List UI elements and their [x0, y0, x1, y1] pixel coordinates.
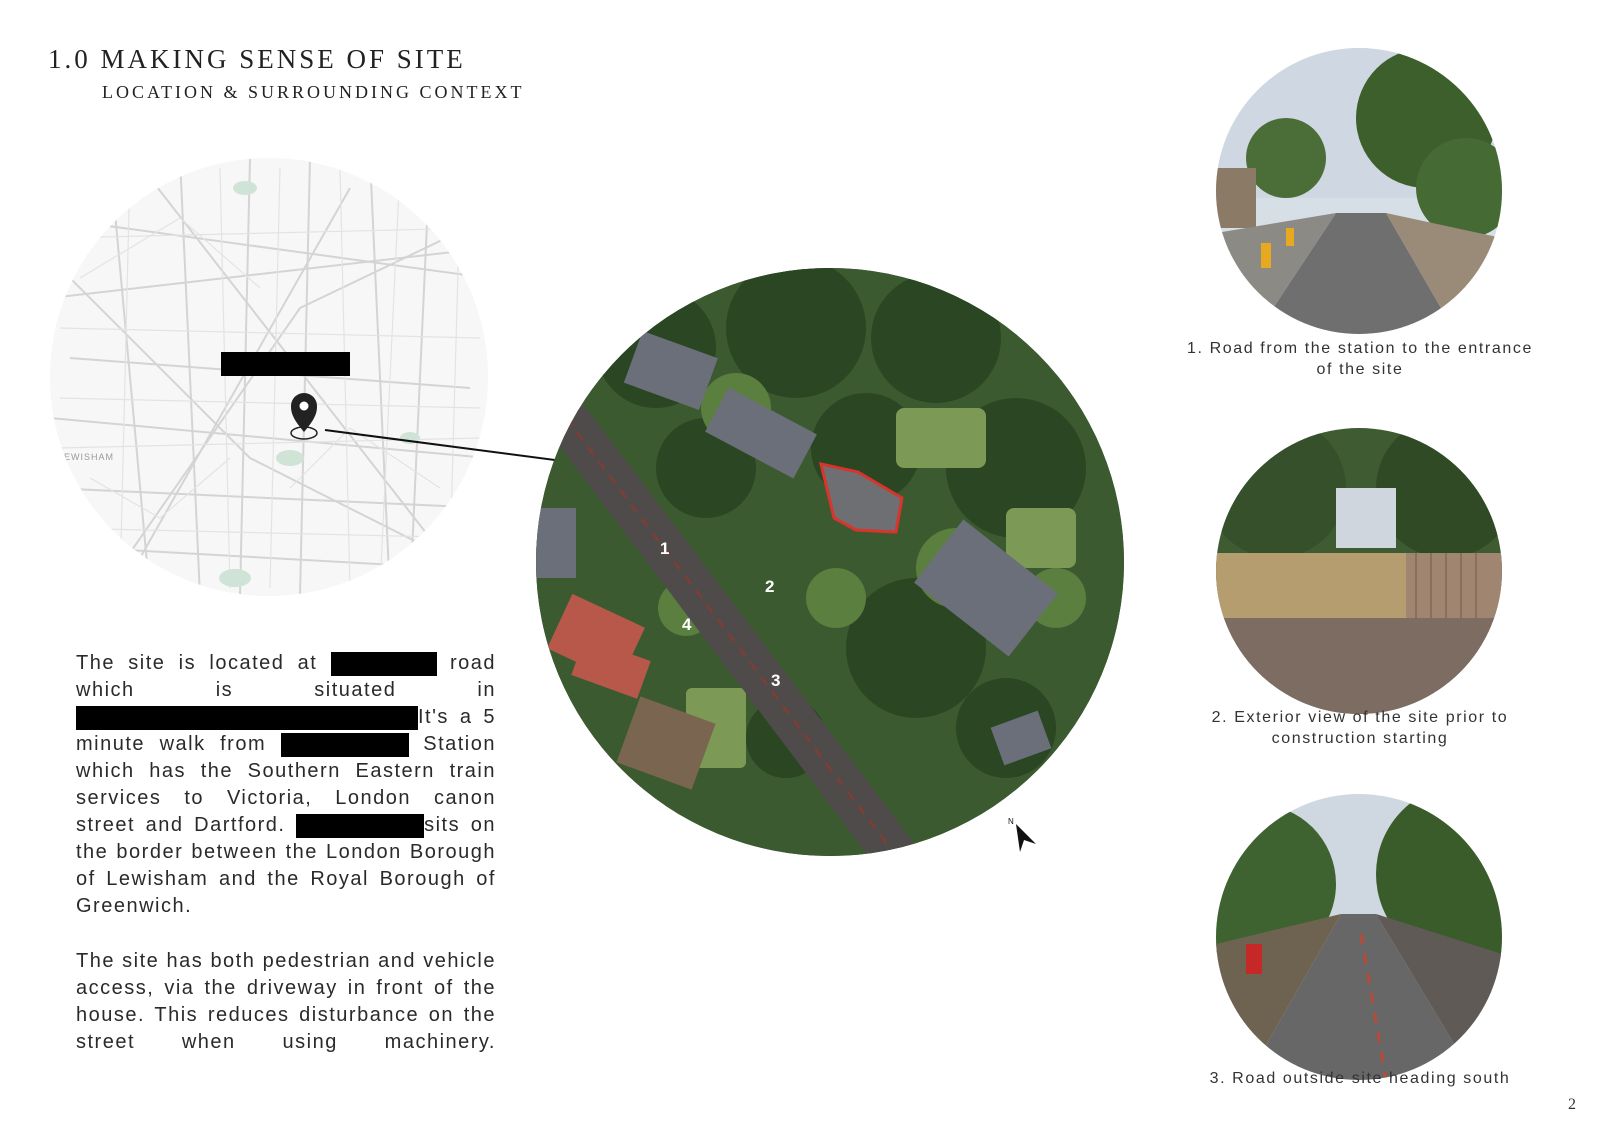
marker-4: 4 [682, 615, 692, 634]
aerial-view [536, 268, 1124, 856]
redacted-locality-name [296, 814, 424, 838]
marker-2: 2 [765, 577, 775, 596]
photo-1-caption: 1. Road from the station to the entrance of the site [1187, 340, 1533, 378]
description-text-1: The site is located at [76, 652, 318, 674]
photo-road-to-station [1216, 48, 1502, 334]
photo-2-caption: 2. Exterior view of the site prior to construction starting [1211, 709, 1509, 747]
aerial-view-graphic [536, 268, 1124, 856]
marker-3: 3 [771, 671, 781, 690]
district-label: EWISHAM [64, 452, 115, 462]
photo-3-caption: 3. Road outside site heading south [1209, 1070, 1511, 1087]
description-text-4: minute walk from [76, 733, 267, 755]
redacted-station-name [281, 733, 409, 757]
svg-text:N: N [1008, 817, 1014, 826]
description-text-2: road which is situated in [76, 652, 496, 701]
redacted-map-label [221, 352, 350, 376]
description-text-6: sits on the border between the London Borough of Lewisham and the Royal Borough of Greenwich. [76, 814, 496, 917]
marker-1: 1 [660, 539, 670, 558]
page-title: 1.0 MAKING SENSE OF SITE [48, 44, 466, 74]
photo-1-graphic [1216, 48, 1502, 334]
page-subtitle: LOCATION & SURROUNDING CONTEXT [102, 82, 525, 102]
street-map [50, 158, 488, 596]
site-description [76, 650, 496, 920]
description-text-3: It's a 5 [418, 706, 496, 728]
page-number: 2 [1568, 1096, 1576, 1113]
photo-site-exterior [1216, 428, 1502, 714]
description-text-5: Station which has the Southern Eastern train services to Victoria, London canon street and Dartford. [76, 733, 496, 836]
redacted-area-name [76, 706, 418, 730]
photo-3-graphic [1216, 794, 1502, 1080]
street-map-graphic [50, 158, 488, 596]
redacted-road-name [331, 652, 437, 676]
photo-2-graphic [1216, 428, 1502, 714]
access-description: The site has both pedestrian and vehicle access, via the driveway in front of the house. This reduces disturbance on the street when using machinery. [76, 950, 496, 1053]
photo-road-south [1216, 794, 1502, 1080]
north-arrow-icon [1006, 814, 1040, 854]
